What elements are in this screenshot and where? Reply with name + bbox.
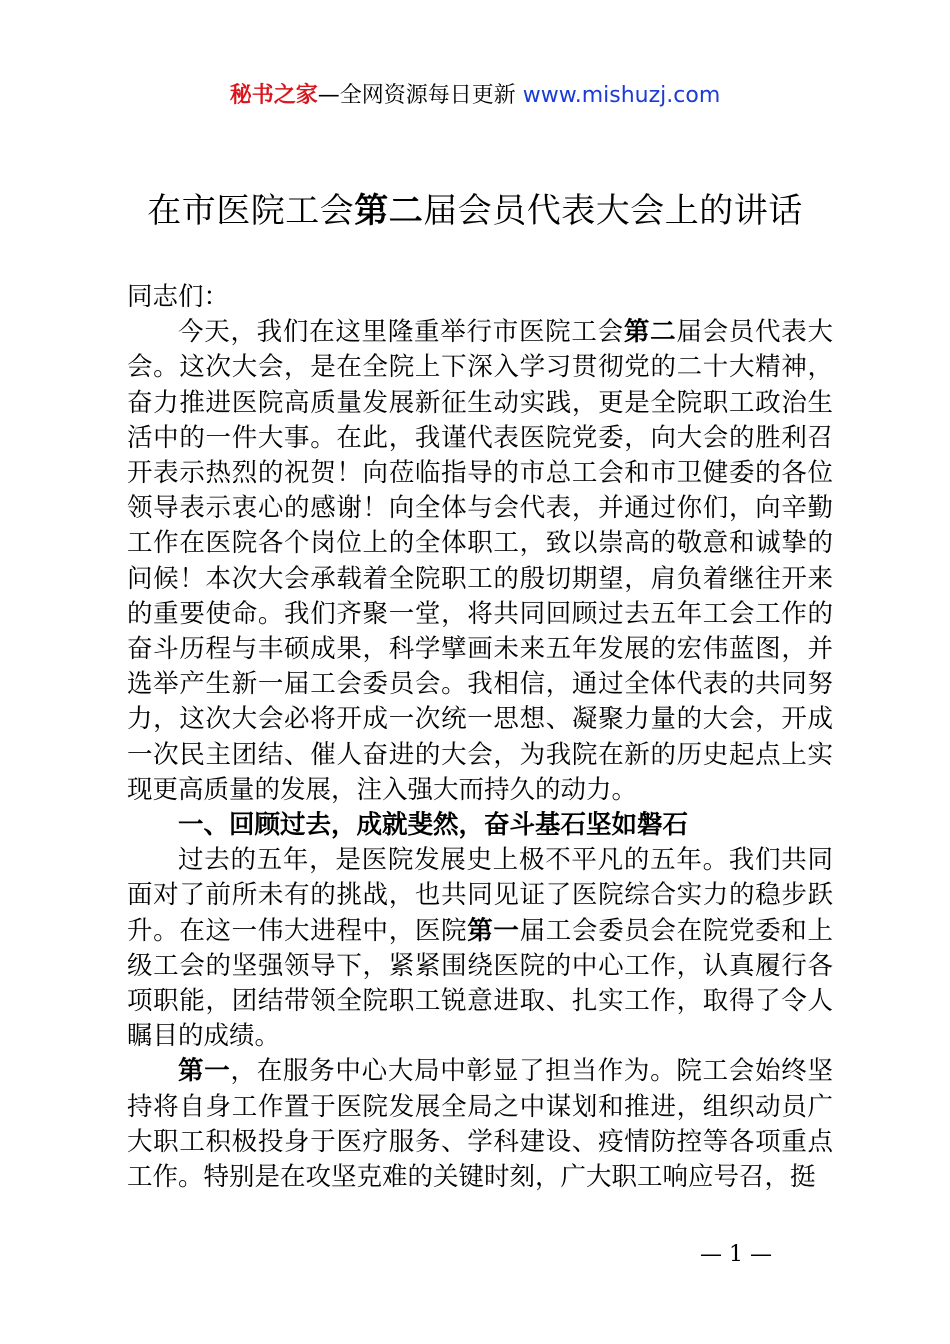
- intro-text-2: 届会员代表大会。这次大会，是在全院上下深入学习贯彻党的二十大精神，奋力推进医院高质量发展新征生动实践，更是全院职工政治生活中的一件大事。在此，我谨代表医院党委，向大会的胜利召开表示热烈的祝贺！向莅临指导的市总工会和市卫健委的各位领导表示衷心的感谢！向全体与会代表，并通过你们，向辛勤工作在医院各个岗位上的全体职工，致以崇高的敬意和诚挚的问候！本次大会承载着全院职工的殷切期望，肩负着继往开来的重要使命。我们齐聚一堂，将共同回顾过去五年工会工作的奋斗历程与丰硕成果，科学擘画未来五年发展的宏伟蓝图，并选举产生新一届工会委员会。我相信，通过全体代表的共同努力，这次大会必将开成一次统一思想、凝聚力量的大会，开成一次民主团结、催人奋进的大会，为我院在新的历史起点上实现更高质量的发展，注入强大而持久的动力。: [127, 317, 833, 805]
- watermark-brand: 秘书之家: [229, 83, 318, 108]
- section-heading-1: 一、回顾过去，成就斐然，奋斗基石坚如磐石: [178, 810, 689, 841]
- first-point-paragraph: [127, 1054, 833, 1195]
- review-text-2: 届工会委员会在院党委和上级工会的坚强领导下，紧紧围绕医院的中心工作，认真履行各项职能，团结带领全院职工锐意进取、扎实工作，取得了令人瞩目的成绩。: [127, 915, 833, 1052]
- document-body: [127, 280, 833, 1195]
- review-paragraph: [127, 843, 833, 1054]
- first-point-label: 第一: [178, 1056, 231, 1087]
- intro-bold: 第二: [623, 317, 677, 348]
- watermark-tagline: —全网资源每日更新: [317, 83, 523, 108]
- watermark-url[interactable]: www.mishuzj.com: [522, 83, 721, 108]
- salutation: 同志们：: [127, 282, 230, 312]
- title-part-1: 在市医院工会: [147, 191, 355, 231]
- intro-text-1: 今天，我们在这里隆重举行市医院工会: [178, 317, 624, 348]
- review-bold: 第一: [467, 915, 520, 946]
- page-number: — 1 —: [700, 1242, 772, 1267]
- title-part-bold: 第二: [354, 191, 424, 231]
- review-text-1: 过去的五年，是医院发展史上极不平凡的五年。我们共同面对了前所未有的挑战，也共同见证了医院综合实力的稳步跃升。在这一伟大进程中，医院: [127, 845, 833, 946]
- intro-paragraph: [127, 315, 833, 808]
- first-point-text: ，在服务中心大局中彰显了担当作为。院工会始终坚持将自身工作置于医院发展全局之中谋划和推进，组织动员广大职工积极投身于医疗服务、学科建设、疫情防控等各项重点工作。特别是在攻坚克难的关键时刻，广大职工响应号召，挺: [127, 1056, 833, 1193]
- title-part-2: 届会员代表大会上的讲话: [423, 191, 803, 231]
- watermark-banner: [0, 80, 950, 112]
- document-title: [0, 188, 950, 234]
